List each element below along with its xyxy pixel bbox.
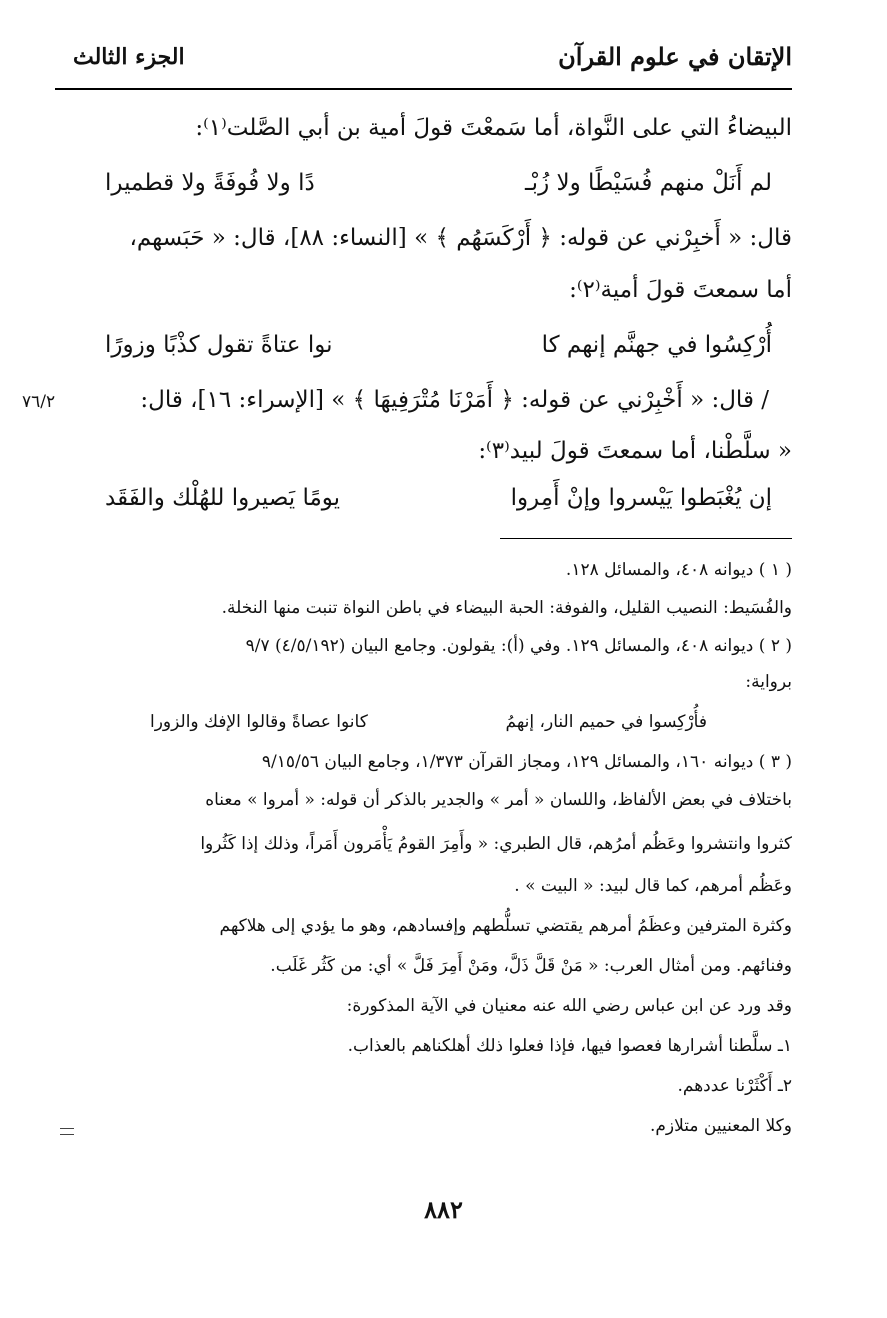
volume-label: الجزء الثالث bbox=[73, 44, 185, 70]
page-header bbox=[55, 38, 792, 82]
footnote-divider bbox=[500, 538, 792, 539]
verse-line bbox=[105, 332, 772, 358]
footnote-line: وفنائهم. ومن أمثال العرب: « مَنْ قَلَّ ذَلَّ، ومَنْ أَمِرَ فَلَّ » أي: من كَثُر غَلَب. bbox=[270, 956, 792, 976]
footnote-line: ١ـ سلَّطنا أشرارها فعصوا فيها، فإذا فعلوا ذلك أهلكناهم بالعذاب. bbox=[347, 1036, 792, 1056]
footnote-line: ( ٣ ) ديوانه ١٦٠، والمسائل ١٢٩، ومجاز القرآن ١/٣٧٣، وجامع البيان ٩/١٥/٥٦ bbox=[261, 752, 792, 772]
footnote-verse bbox=[150, 712, 707, 732]
verse-hemistich-right: أُرْكِسُوا في جهنَّم إنهم كا bbox=[541, 332, 772, 358]
book-title: الإتقان في علوم القرآن bbox=[558, 42, 792, 71]
body-line: « سلَّطْنا، أما سمعتَ قولَ لبيد⁽٣⁾: bbox=[478, 438, 792, 464]
footnote-line: كثروا وانتشروا وعَظُم أمرُهم، قال الطبري: « وأَمِرَ القومُ يَأْمَرون أَمَراً، وذلك إذا كَثُروا bbox=[200, 834, 792, 854]
verse-line bbox=[105, 170, 772, 196]
header-divider bbox=[55, 88, 792, 90]
footnote-line: وقد ورد عن ابن عباس رضي الله عنه معنيان في الآية المذكورة: bbox=[346, 996, 792, 1016]
footnote-line: ( ١ ) ديوانه ٤٠٨، والمسائل ١٢٨. bbox=[565, 560, 792, 580]
margin-reference: ٧٦/٢ bbox=[22, 392, 56, 412]
footnote-line: والفُسَيط: النصيب القليل، والفوفة: الحبة البيضاء في باطن النواة تنبت منها النخلة. bbox=[221, 598, 792, 618]
verse-hemistich-left: يومًا يَصيروا للهُلْك والفَقَد bbox=[105, 485, 341, 511]
body-line: قال: « أَخبِرْني عن قوله: ﴿ أَرْكَسَهُم ﴾ » [النساء: ٨٨]، قال: « حَبَسهم، bbox=[129, 225, 792, 251]
body-line: أما سمعتَ قولَ أمية⁽٢⁾: bbox=[569, 277, 792, 303]
verse-hemistich-right: إن يُغْبَطوا يَيْسروا وإنْ أَمِروا bbox=[510, 485, 772, 511]
verse-hemistich-right: لم أَنَلْ منهم فُسَيْطًا ولا زُبْـ bbox=[524, 170, 772, 196]
verse-line bbox=[105, 485, 772, 511]
verse-hemistich-right: فأُرْكِسوا في حميم النار، إنهمُ bbox=[505, 712, 707, 732]
footnote-line: وكلا المعنيين متلازم. bbox=[649, 1116, 792, 1136]
footnote-line: وعَظُم أمرهم، كما قال لبيد: « البيت » . bbox=[514, 876, 792, 896]
footnote-line: باختلاف في بعض الألفاظ، واللسان « أمر » والجدير بالذكر أن قوله: « أمروا » معناه bbox=[205, 790, 792, 810]
body-line: البيضاءُ التي على النَّواة، أما سَمعْتَ قولَ أمية بن أبي الصَّلت⁽١⁾: bbox=[195, 115, 792, 141]
body-line: / قال: « أَخْبِرْني عن قوله: ﴿ أَمَرْنَا مُتْرَفِيهَا ﴾ » [الإسراء: ١٦]، قال: bbox=[140, 387, 769, 413]
footnote-line: برواية: bbox=[745, 672, 792, 692]
footnote-line: ( ٢ ) ديوانه ٤٠٨، والمسائل ١٢٩. وفي (أ): يقولون. وجامع البيان (٤/٥/١٩٢) ٩/٧ bbox=[245, 636, 792, 656]
verse-hemistich-left: دًا ولا فُوفَةً ولا قطميرا bbox=[105, 170, 315, 196]
footnote-line: ٢ـ أَكْثَرْنا عددهم. bbox=[677, 1076, 792, 1096]
verse-hemistich-left: نوا عتاةً تقول كذْبًا وزورًا bbox=[105, 332, 333, 358]
footnote-line: وكثرة المترفين وعظَمُ أمرهم يقتضي تسلُّطهم وإفسادهم، وهو ما يؤدي إلى هلاكهم bbox=[219, 916, 792, 936]
verse-hemistich-left: كانوا عصاةً وقالوا الإفك والزورا bbox=[150, 712, 368, 732]
margin-mark bbox=[60, 1128, 74, 1135]
page-number: ٨٨٢ bbox=[424, 1195, 463, 1224]
